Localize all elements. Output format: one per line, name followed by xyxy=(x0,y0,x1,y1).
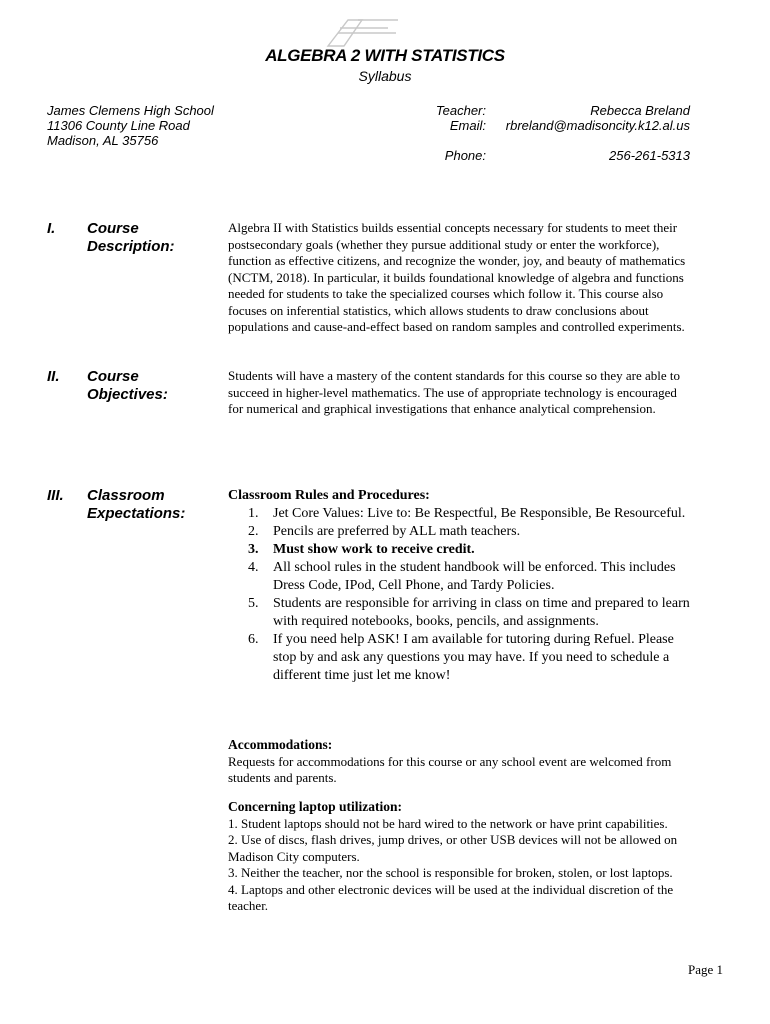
section-numeral: III. xyxy=(47,487,64,504)
phone-label: Phone: xyxy=(444,148,486,163)
school-name: James Clemens High School xyxy=(47,103,214,118)
classroom-rules-block xyxy=(228,486,690,685)
teacher-label: Teacher: xyxy=(435,103,486,118)
laptop-block xyxy=(228,799,690,915)
list-item: 4. Laptops and other electronic devices will be used at the individual discretion of the teacher. xyxy=(228,881,674,913)
jet-logo-icon xyxy=(318,16,400,50)
school-address xyxy=(47,103,214,148)
document-subtitle: Syllabus xyxy=(358,68,412,84)
page-number: Page 1 xyxy=(687,962,723,977)
list-item: 6. If you need help ASK! I am available for tutoring during Refuel. Please stop by and ask any questions you may have. If you need to schedule a different time just let me know! xyxy=(248,632,674,683)
laptop-heading: Concerning laptop utilization: xyxy=(228,799,403,814)
list-item: 1. Student laptops should not be hard wired to the network or have print capabilities. xyxy=(228,815,668,831)
list-item: 2. Use of discs, flash drives, jump drives, or other USB devices will not be allowed on Madison City computers. xyxy=(228,832,678,864)
rules-list xyxy=(228,505,690,685)
section-numeral: II. xyxy=(47,368,60,385)
section-title-expectations: Classroom Expectations: xyxy=(87,487,186,522)
school-street: 11306 County Line Road xyxy=(47,118,190,133)
section-title-objectives: Course Objectives: xyxy=(87,368,168,403)
section-title-description: Course Description: xyxy=(87,220,175,255)
list-item: 2. Pencils are preferred by ALL math teachers. xyxy=(248,524,521,539)
accommodations-block xyxy=(228,737,690,787)
school-city: Madison, AL 35756 xyxy=(47,133,159,148)
rules-heading: Classroom Rules and Procedures: xyxy=(228,488,430,503)
list-item: 3. Must show work to receive credit. xyxy=(248,542,475,557)
list-item: 3. Neither the teacher, nor the school is responsible for broken, stolen, or lost laptops. xyxy=(228,865,673,880)
email-value[interactable]: rbreland@madisoncity.k12.al.us xyxy=(505,118,690,133)
course-description-text: Algebra II with Statistics builds essential concepts necessary for students to meet their postsecondary goals (whether they pursue additional study or enter the workforce), function as effective citizens, and recognize the wonder, joy, and beauty of mathematics (NCTM, 2018). In particular, it builds foundational knowledge of algebra and functions needed for students to take the specialized courses which follow it. This course also focuses on inferential statistics, which allows students to draw conclusions about populations and cause-and-effect based on random samples and controlled experiments. xyxy=(228,220,686,334)
list-item: 1. Jet Core Values: Live to: Be Respectful, Be Responsible, Be Resourceful. xyxy=(248,506,686,521)
course-objectives-text: Students will have a mastery of the content standards for this course so they are able to succeed in higher-level mathematics. The use of appropriate technology is encouraged for numerical and graphical investigations that enhance analytical comprehension. xyxy=(228,368,680,416)
document-title: ALGEBRA 2 WITH STATISTICS xyxy=(265,46,505,65)
list-item: 4. All school rules in the student handbook will be enforced. This includes Dress Code, IPod, Cell Phone, and Tardy Policies. xyxy=(248,560,676,593)
section-numeral: I. xyxy=(47,220,56,237)
list-item: 5. Students are responsible for arriving in class on time and prepared to learn with required notebooks, books, pencils, and assignments. xyxy=(248,596,690,629)
phone-value: 256-261-5313 xyxy=(609,148,690,163)
accommodations-text: Requests for accommodations for this course or any school event are welcomed from students and parents. xyxy=(228,753,672,785)
email-label: Email: xyxy=(449,118,486,133)
teacher-name: Rebecca Breland xyxy=(590,103,690,118)
accommodations-heading: Accommodations: xyxy=(228,737,333,752)
